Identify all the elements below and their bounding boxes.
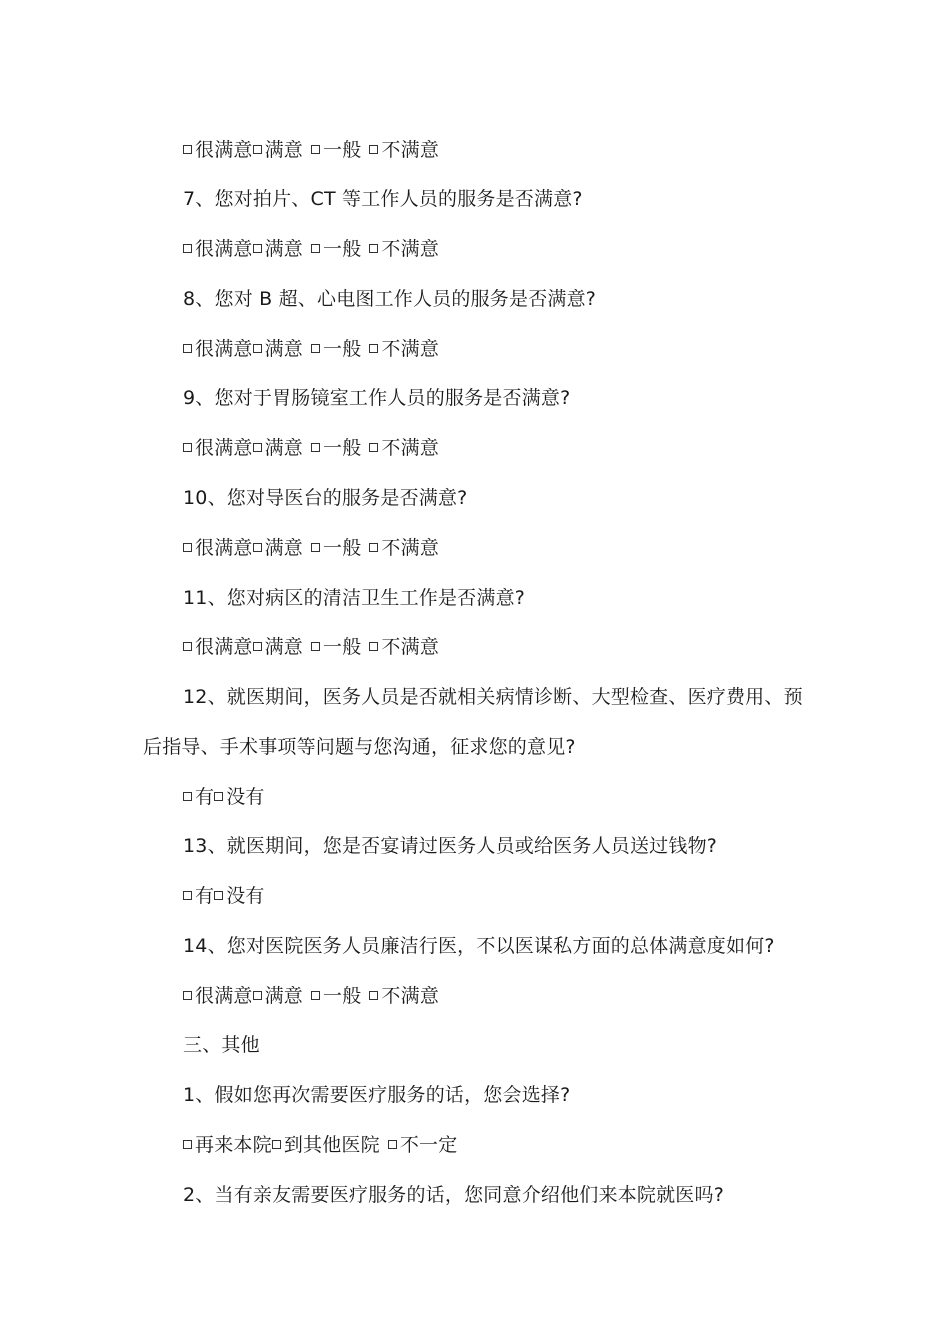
option-satisfied: 满意 xyxy=(264,437,304,459)
question-11: 11、您对病区的清洁卫生工作是否满意? xyxy=(183,587,526,609)
section-3-question-1: 1、假如您再次需要医疗服务的话，您会选择? xyxy=(183,1084,571,1106)
checkbox-icon[interactable] xyxy=(183,891,192,900)
checkbox-icon[interactable] xyxy=(183,1140,192,1149)
option-no: 没有 xyxy=(226,885,265,907)
checkbox-icon[interactable] xyxy=(369,344,378,353)
checkbox-icon[interactable] xyxy=(253,443,262,452)
option-satisfied: 满意 xyxy=(264,537,304,559)
checkbox-icon[interactable] xyxy=(311,991,320,1000)
checkbox-icon[interactable] xyxy=(369,244,378,253)
option-unsatisfied: 不满意 xyxy=(381,985,440,1007)
option-very-satisfied: 很满意 xyxy=(195,537,253,559)
option-very-satisfied: 很满意 xyxy=(195,985,253,1007)
checkbox-icon[interactable] xyxy=(311,642,320,651)
option-very-satisfied: 很满意 xyxy=(195,338,253,360)
checkbox-icon[interactable] xyxy=(311,244,320,253)
checkbox-icon[interactable] xyxy=(253,344,262,353)
checkbox-icon[interactable] xyxy=(183,792,192,801)
checkbox-icon[interactable] xyxy=(388,1140,397,1149)
checkbox-icon[interactable] xyxy=(369,991,378,1000)
checkbox-icon[interactable] xyxy=(253,991,262,1000)
question-10: 10、您对导医台的服务是否满意? xyxy=(183,487,468,509)
option-very-satisfied: 很满意 xyxy=(195,437,253,459)
checkbox-icon[interactable] xyxy=(253,543,262,552)
checkbox-icon[interactable] xyxy=(369,642,378,651)
option-average: 一般 xyxy=(323,636,362,658)
option-satisfied: 满意 xyxy=(264,338,304,360)
checkbox-icon[interactable] xyxy=(369,145,378,154)
checkbox-icon[interactable] xyxy=(369,543,378,552)
hospital-choice-options-row xyxy=(183,1133,457,1157)
option-unsatisfied: 不满意 xyxy=(381,537,440,559)
option-very-satisfied: 很满意 xyxy=(195,139,253,161)
checkbox-icon[interactable] xyxy=(311,543,320,552)
question-7: 7、您对拍片、CT 等工作人员的服务是否满意? xyxy=(183,188,583,210)
option-unsatisfied: 不满意 xyxy=(381,139,440,161)
satisfaction-options-row xyxy=(183,984,439,1008)
section-3-heading: 三、其他 xyxy=(183,1034,260,1056)
checkbox-icon[interactable] xyxy=(272,1140,281,1149)
yes-no-options-row xyxy=(183,785,265,809)
option-unsatisfied: 不满意 xyxy=(381,338,440,360)
question-13: 13、就医期间，您是否宴请过医务人员或给医务人员送过钱物? xyxy=(183,835,718,857)
checkbox-icon[interactable] xyxy=(183,145,192,154)
option-yes: 有 xyxy=(195,786,215,808)
option-other-hospital: 到其他医院 xyxy=(283,1134,380,1156)
checkbox-icon[interactable] xyxy=(214,792,223,801)
checkbox-icon[interactable] xyxy=(369,443,378,452)
satisfaction-options-row xyxy=(183,635,439,659)
checkbox-icon[interactable] xyxy=(253,244,262,253)
checkbox-icon[interactable] xyxy=(183,642,192,651)
checkbox-icon[interactable] xyxy=(214,891,223,900)
checkbox-icon[interactable] xyxy=(311,344,320,353)
question-12-line-2: 后指导、手术事项等问题与您沟通，征求您的意见? xyxy=(143,736,576,758)
section-3-question-2: 2、当有亲友需要医疗服务的话，您同意介绍他们来本院就医吗? xyxy=(183,1184,724,1206)
option-average: 一般 xyxy=(323,238,362,260)
option-average: 一般 xyxy=(323,139,362,161)
option-average: 一般 xyxy=(323,985,362,1007)
question-14: 14、您对医院医务人员廉洁行医，不以医谋私方面的总体满意度如何? xyxy=(183,935,775,957)
option-not-sure: 不一定 xyxy=(399,1134,458,1156)
option-average: 一般 xyxy=(323,437,362,459)
satisfaction-options-row xyxy=(183,337,439,361)
checkbox-icon[interactable] xyxy=(183,443,192,452)
option-unsatisfied: 不满意 xyxy=(381,636,440,658)
checkbox-icon[interactable] xyxy=(183,991,192,1000)
option-average: 一般 xyxy=(323,537,362,559)
option-satisfied: 满意 xyxy=(264,139,304,161)
option-average: 一般 xyxy=(323,338,362,360)
checkbox-icon[interactable] xyxy=(183,543,192,552)
checkbox-icon[interactable] xyxy=(311,443,320,452)
option-unsatisfied: 不满意 xyxy=(381,437,440,459)
checkbox-icon[interactable] xyxy=(253,145,262,154)
satisfaction-options-row xyxy=(183,436,439,460)
checkbox-icon[interactable] xyxy=(183,244,192,253)
question-12-line-1: 12、就医期间，医务人员是否就相关病情诊断、大型检查、医疗费用、预 xyxy=(183,686,803,708)
option-very-satisfied: 很满意 xyxy=(195,636,253,658)
satisfaction-options-row xyxy=(183,536,439,560)
option-satisfied: 满意 xyxy=(264,238,304,260)
satisfaction-options-row xyxy=(183,237,439,261)
option-unsatisfied: 不满意 xyxy=(381,238,440,260)
question-8: 8、您对 B 超、心电图工作人员的服务是否满意? xyxy=(183,288,597,310)
option-satisfied: 满意 xyxy=(264,636,304,658)
option-satisfied: 满意 xyxy=(264,985,304,1007)
option-no: 没有 xyxy=(226,786,265,808)
checkbox-icon[interactable] xyxy=(253,642,262,651)
option-yes: 有 xyxy=(195,885,215,907)
checkbox-icon[interactable] xyxy=(183,344,192,353)
yes-no-options-row xyxy=(183,884,265,908)
checkbox-icon[interactable] xyxy=(311,145,320,154)
option-very-satisfied: 很满意 xyxy=(195,238,253,260)
satisfaction-options-row xyxy=(183,138,439,162)
question-9: 9、您对于胃肠镜室工作人员的服务是否满意? xyxy=(183,387,571,409)
option-come-again: 再来本院 xyxy=(195,1134,272,1156)
